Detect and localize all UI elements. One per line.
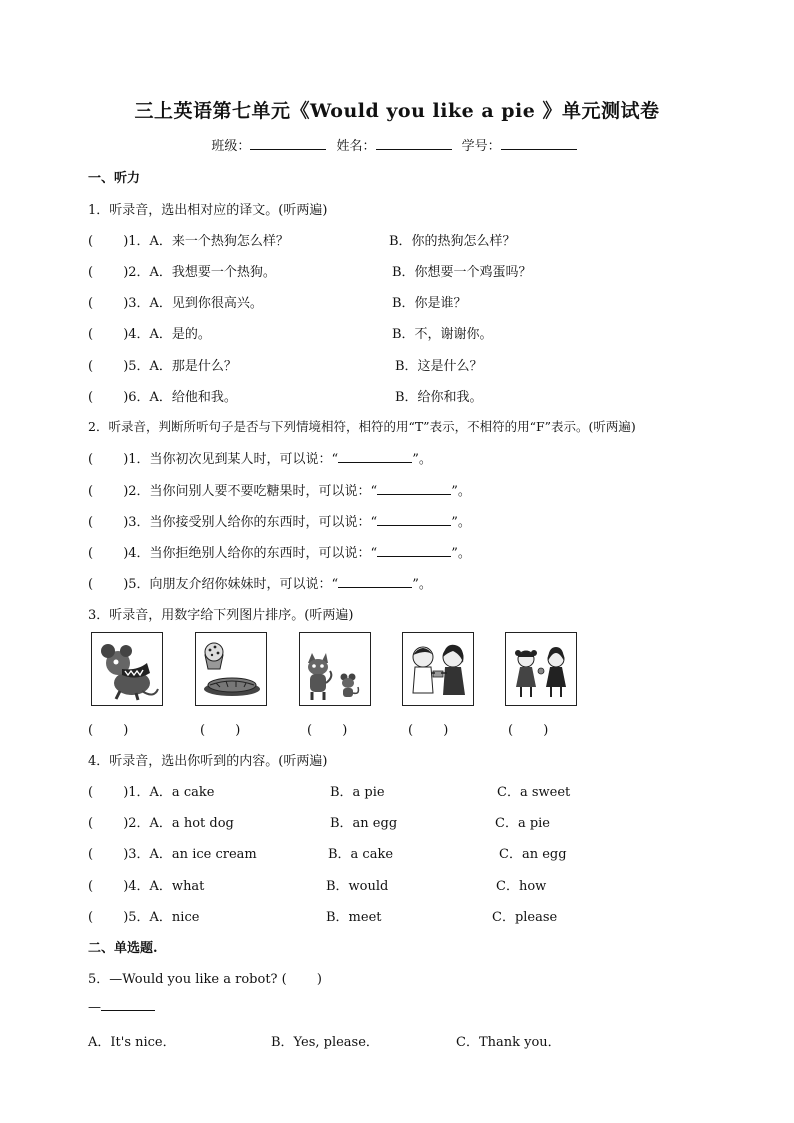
section-heading-listening: 一、听力 [88, 171, 141, 186]
number-label: 学号： [461, 139, 501, 154]
q2-item-4-end: ”。 [451, 546, 471, 561]
q4-item-2-a: ( )2．A．a hot dog [88, 816, 234, 831]
q1-item-2-b: B．你想要一个鸡蛋吗？ [392, 265, 532, 280]
q2-item-1-text: ( )1．当你初次见到某人时，可以说：“ [88, 452, 339, 467]
q4-item-1-a: ( )1．A．a cake [88, 785, 215, 800]
q2-item-4-blank [377, 545, 451, 557]
q2-item-1-end: ”。 [412, 452, 432, 467]
q1-item-6-b: B．给你和我。 [395, 390, 483, 405]
q2-item-2 [88, 480, 471, 499]
q1-item-5-b: B．这是什么？ [395, 359, 483, 374]
q1-item-5-a: ( )5．A．那是什么？ [88, 359, 237, 374]
q4-item-1-c: C．a sweet [497, 785, 571, 800]
q2-item-2-end: ”。 [451, 484, 471, 499]
q2-item-1 [88, 448, 432, 467]
cat-and-mouse-picture [299, 632, 371, 706]
q2-item-3 [88, 511, 471, 530]
q2-item-1-blank [338, 451, 412, 463]
q4-item-3-a: ( )3．A．an ice cream [88, 847, 257, 862]
q2-item-5-blank [338, 576, 412, 588]
q1-prompt: 1．听录音，选出相对应的译文。(听两遍) [88, 203, 328, 218]
q4-item-1-b: B．a pie [330, 785, 385, 800]
boy-and-girl-picture [402, 632, 474, 706]
q3-answer-4[interactable]: ( ) [408, 723, 449, 738]
q5-answer-blank [101, 999, 155, 1011]
q4-item-4-b: B．would [326, 879, 389, 894]
cake-and-pie-picture [195, 632, 267, 706]
section-heading-single-choice: 二、单选题. [88, 941, 158, 956]
q4-item-5-b: B．meet [326, 910, 382, 925]
q3-answer-3[interactable]: ( ) [307, 723, 348, 738]
q2-item-3-text: ( )3．当你接受别人给你的东西时，可以说：“ [88, 515, 378, 530]
q4-item-3-b: B．a cake [328, 847, 394, 862]
q4-prompt: 4．听录音，选出你听到的内容。(听两遍) [88, 754, 328, 769]
q3-prompt: 3．听录音，用数字给下列图片排序。(听两遍) [88, 608, 354, 623]
mouse-picture [91, 632, 163, 706]
q3-answer-2[interactable]: ( ) [200, 723, 241, 738]
q2-prompt: 2．听录音，判断所听句子是否与下列情境相符，相符的用“T”表示，不相符的用“F”表示。(听两遍) [88, 419, 636, 434]
q1-item-1-a: ( )1．A．来一个热狗怎么样？ [88, 234, 289, 249]
q2-item-2-text: ( )2．当你问别人要不要吃糖果时，可以说：“ [88, 484, 378, 499]
q5-option-b[interactable]: B．Yes, please． [271, 1035, 379, 1050]
q4-item-4-c: C．how [496, 879, 547, 894]
q4-item-2-b: B．an egg [330, 816, 398, 831]
student-info-line [0, 135, 794, 154]
q1-item-2-a: ( )2．A．我想要一个热狗。 [88, 265, 276, 280]
class-label: 班级： [211, 139, 251, 154]
q4-item-5-a: ( )5．A．nice [88, 910, 200, 925]
name-field[interactable] [376, 137, 452, 150]
q2-item-3-end: ”。 [451, 515, 471, 530]
q4-item-2-c: C．a pie [495, 816, 551, 831]
q2-item-4-text: ( )4．当你拒绝别人给你的东西时，可以说：“ [88, 546, 378, 561]
q4-item-4-a: ( )4．A．what [88, 879, 205, 894]
q5-option-c[interactable]: C．Thank you． [456, 1035, 561, 1050]
q2-item-2-blank [377, 483, 451, 495]
q5-dash: — [88, 1000, 101, 1015]
q2-item-5 [88, 573, 432, 592]
q1-item-1-b: B．你的热狗怎么样？ [389, 234, 516, 249]
q3-answer-5[interactable]: ( ) [508, 723, 549, 738]
class-field[interactable] [250, 137, 326, 150]
q1-item-6-a: ( )6．A．给他和我。 [88, 390, 237, 405]
name-label: 姓名： [336, 139, 376, 154]
q1-item-4-b: B．不，谢谢你。 [392, 327, 493, 342]
q1-item-3-b: B．你是谁？ [392, 296, 467, 311]
page-title: 三上英语第七单元《Would you like a pie 》单元测试卷 [134, 100, 660, 122]
q4-item-3-c: C．an egg [499, 847, 567, 862]
q2-item-5-end: ”。 [412, 577, 432, 592]
q3-answer-1[interactable]: ( ) [88, 723, 129, 738]
q1-item-4-a: ( )4．A．是的。 [88, 327, 211, 342]
q5-prompt: 5．—Would you like a robot? ( ) [88, 972, 322, 987]
q4-item-5-c: C．please [492, 910, 558, 925]
q2-item-4 [88, 542, 471, 561]
q2-item-5-text: ( )5．向朋友介绍你妹妹时，可以说：“ [88, 577, 339, 592]
number-field[interactable] [501, 137, 577, 150]
q2-item-3-blank [377, 514, 451, 526]
q5-option-a[interactable]: A．It's nice． [88, 1035, 176, 1050]
q5-answer-line [88, 999, 155, 1015]
q1-item-3-a: ( )3．A．见到你很高兴。 [88, 296, 263, 311]
two-girls-picture [505, 632, 577, 706]
